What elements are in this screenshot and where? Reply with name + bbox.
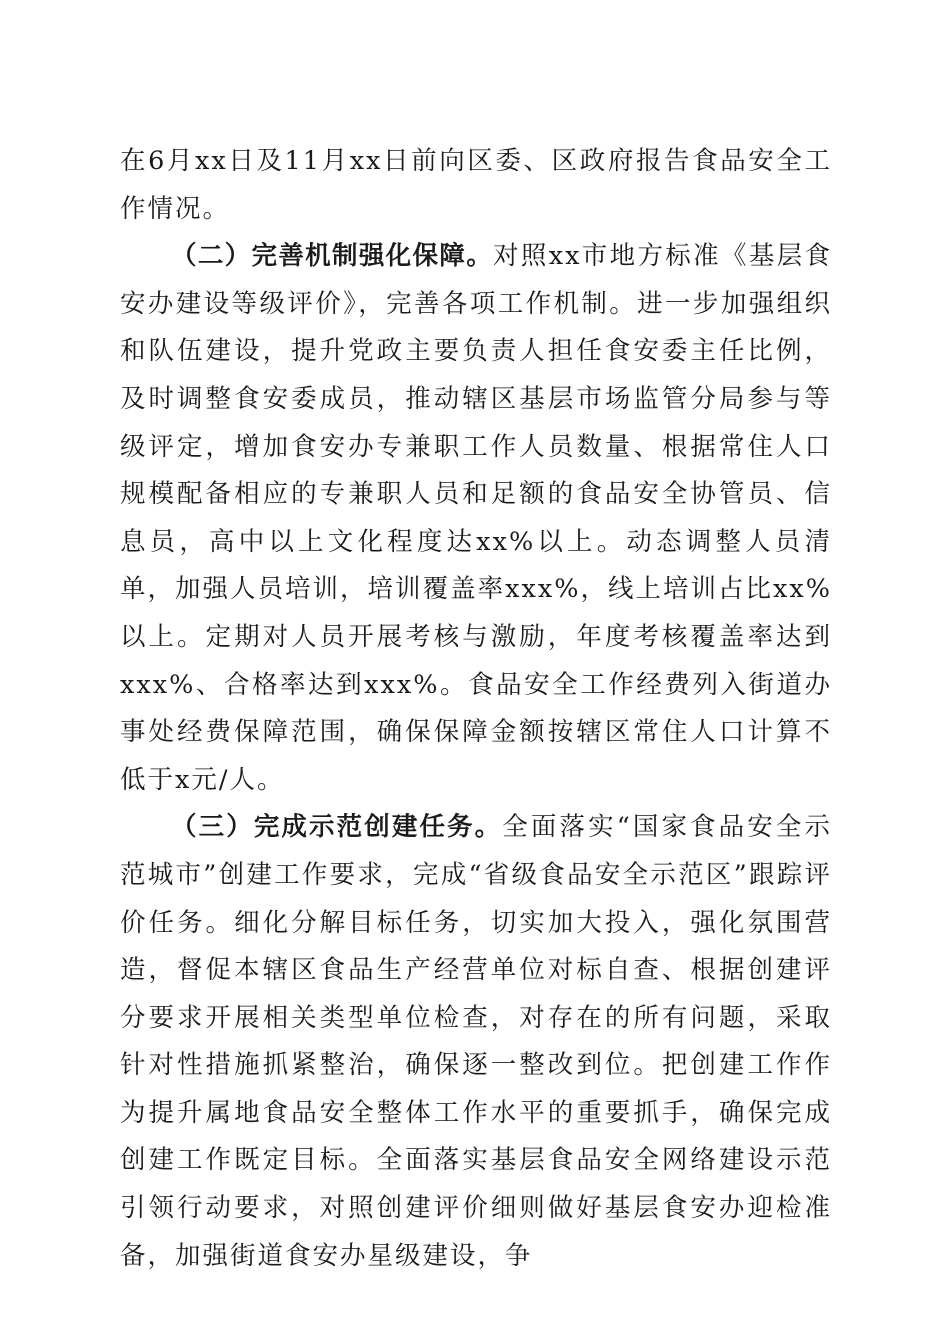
section-heading: （三）完成示范创建任务。: [171, 812, 503, 843]
paragraph-section-3: [120, 804, 832, 1280]
paragraph-text: 对照xx市地方标准《基层食安办建设等级评价》，完善各项工作机制。进一步加强组织和队伍建设，提升党政主要负责人担任食安委主任比例，及时调整食安委成员，推动辖区基层市场监管分局参与等级评定，增加食安办专兼职工作人员数量、根据常住人口规模配备相应的专兼职人员和足额的食品安全协管员、信息员，高中以上文化程度达xx%以上。动态调整人员清单，加强人员培训，培训覆盖率xxx%，线上培训占比xx%以上。定期对人员开展考核与激励，年度考核覆盖率达到xxx%、合格率达到xxx%。食品安全工作经费列入街道办事处经费保障范围，确保保障金额按辖区常住人口计算不低于x元/人。: [120, 241, 832, 795]
paragraph-text: 全面落实“国家食品安全示范城市”创建工作要求，完成“省级食品安全示范区”跟踪评价任务。细化分解目标任务，切实加大投入，强化氛围营造，督促本辖区食品生产经营单位对标自查、根据创建评分要求开展相关类型单位检查，对存在的所有问题，采取针对性措施抓紧整治，确保逐一整改到位。把创建工作作为提升属地食品安全整体工作水平的重要抓手，确保完成创建工作既定目标。全面落实基层食品安全网络建设示范引领行动要求，对照创建评价细则做好基层食安办迎检准备，加强街道食安办星级建设，争: [120, 812, 832, 1271]
paragraph-text: 在6月xx日及11月xx日前向区委、区政府报告食品安全工作情况。: [120, 146, 832, 224]
paragraph-continued: [120, 138, 832, 233]
section-heading: （二）完善机制强化保障。: [171, 241, 494, 272]
document-body: [120, 138, 832, 1280]
paragraph-section-2: [120, 233, 832, 804]
